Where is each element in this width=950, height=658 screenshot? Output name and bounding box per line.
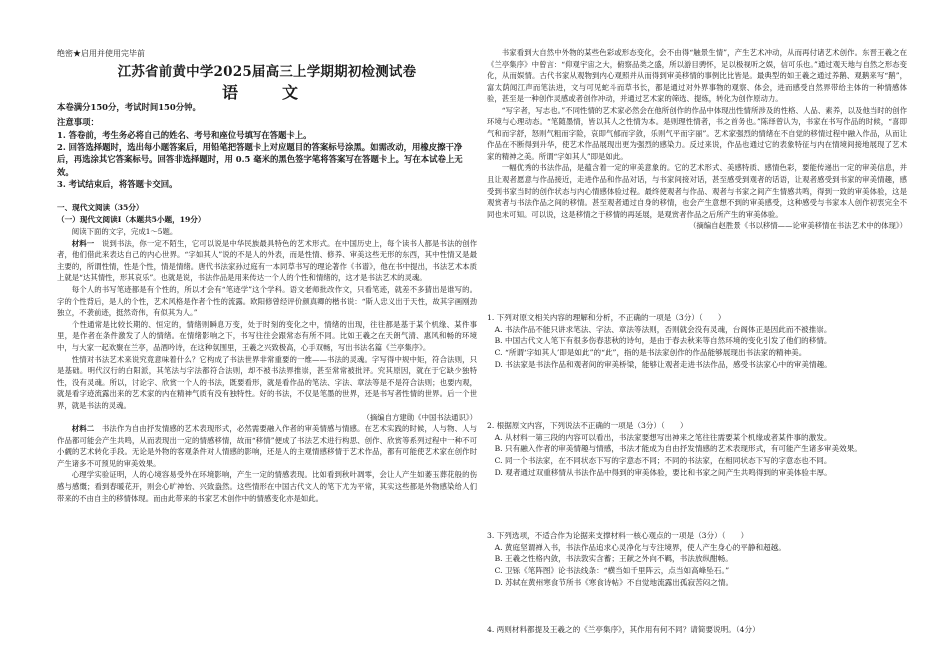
material1-p2: 每个人的书写笔迹都是有个性的，所以才会有“笔迹学”这个学科。语文老师批改作文，只看笔迹，就差不多猜出是谁写的。字的个性背后，是人的个性，艺术风格是作者个性的流露。欧阳修曾经评价颜真卿的楷书说：“斯人忠义出于天性，故其字画刚劲独立，不袭前迹，挺然奇伟，有似其为人。” <box>57 284 477 318</box>
instruction: 阅读下面的文字，完成1～5题。 <box>71 227 178 236</box>
subject-title: 语 文 <box>221 83 312 102</box>
material2-p2: 心理学实验证明，人的心境容易受外在环境影响，产生一定的情感表现。比如看到秋叶凋零，会让人产生如萎玉葬花般的伤感与感慨；看到春暖花开，则会心旷神怡、兴致盎然。这些情形在中国古代文人的笔下尤为平常，其实这些都是外物感染给人们带来的不由自主的移情体现。而由此带来的书家艺术创作中的情感变化亦是如此。 <box>57 470 477 503</box>
secret-mark: 绝密★启用并使用完毕前 <box>57 49 145 58</box>
option-d: D. 观者通过双重移情从书法作品中得到的审美体验，要比和书家之间产生共鸣得到的审美体验丰厚。 <box>494 467 832 477</box>
right-p2: “写字者，写志也。”不同性情的艺术家必然会在他所创作的作品中体现出性情所涉及的性格、人品、素养，以及他当时的创作环境与心理动态。“笔随墨情，皆以其人之性情为本。是则理性情者，书之首务也。”陈绎曾认为，书家在书写作品的时候，“喜即气和而字舒，怒则气粗而字险，哀即气郁而字敛，乐则气平而字丽”。艺术家强烈的情绪在不自觉的移情过程中融入作品，从而让作品在不断得到升华，使艺术作品展现出更为强烈的感染力。反过来说，作品也通过它的表象特征与内在情境间接地展现了艺术家的精神之美。所谓“字如其人”即是如此。 <box>487 105 907 161</box>
question-stem: 2. 根据原文内容，下列说法不正确的一项是（3分）（ ） <box>487 421 688 430</box>
option-c: C. “所谓‘字如其人’即是如此”的“此”，指的是书法家创作的作品能够展现出书法家的精神美。 <box>494 348 807 358</box>
notices <box>57 129 477 190</box>
section-title: 一、现代文阅读（35分） <box>57 203 144 212</box>
question-stem: 4. 两则材料都提及王羲之的《兰亭集序》，其作用有何不同？请简要说明。（4分） <box>487 625 760 634</box>
material2-p1: 材料二 书法作为自由抒发情感的艺术表现形式，必然需要融入作者的审美情感与情感。在艺术实践的时候，人与物、人与作品都可能会产生共鸣，从而表现出一定的情感移情，故而“移情”便成了书法艺术进行构思、创作、欣赏等系列过程中一种不可小觑的艺术转化手段。无论是外物的客观条件对人情感的影响，还是人的主观情感移情于艺术作品，都有可能使艺术家在创作时产生诸多不可预见的审美效果。 <box>57 424 477 468</box>
material2-source: （摘编自赵胜景《书以移情——论审美移情在书法艺术中的体现》） <box>688 221 907 231</box>
question-1 <box>487 312 907 371</box>
material2-label: 材料二 <box>71 424 95 434</box>
subsection-title: （一）现代文阅读Ⅰ（本题共5小题，19分） <box>57 215 206 224</box>
question-4 <box>487 624 907 636</box>
score-info: 本卷满分150分，考试时间150分钟。 <box>57 102 201 112</box>
right-p1: 书家看到大自然中外物的某些色彩或形态变化，会不由得“触景生情”，产生艺术冲动，从而再付诸艺术创作。东晋王羲之在《兰亭集序》中曾言：“仰观宇宙之大，俯察品类之盛，所以游目骋怀，足以极视听之娱，信可乐也。”通过观天地与自然之形态变化，从而娱情。古代书家从观物到内心观照并从而得到审美移情的事例比比皆是。最典型的如王羲之通过养鹅、观鹅来写“鹅”，富太荫闻江声而笔法进，文与可见蛇斗而草书长，都是通过对外界事物的观察、体会，进而感受自然界带给主体的一种情感体验，甚至是一种创作灵感或者创作冲动，并通过艺术家的筛选、提炼，转化为创作原动力。 <box>487 48 907 104</box>
option-c: C. 卫铄《笔阵图》论书法线条：“横当如千里阵云，点当如高峰坠石。” <box>494 566 730 576</box>
left-column <box>57 0 477 658</box>
question-stem: 3. 下列选项，不适合作为论据来支撑材料一核心观点的一项是（3分）（ ） <box>487 531 749 540</box>
option-b: B. 只有融入作者的审美情趣与情感，书法才能成为自由抒发情感的艺术表现形式，有可能产生诸多审美效果。 <box>494 444 862 454</box>
notice-item: 3. 考试结束后，将答题卡交回。 <box>57 178 178 189</box>
right-p3: 一幅优秀的书法作品，是蕴含着一定的审美意象的。它的艺术形式、美感特质、感情色彩，要能传递出一定的审美信息，并且让观者愿意与作品接近，走进作品和作品对话，与书家间接对话，甚至感受到观者的话语，让观者感受到书家的审美情趣，感受到书家当时的创作状态与内心情感体验过程。最终使观者与作品、观者与书家之间产生情感共鸣，得到一致的审美体验，这是观赏者与书法作品之间的移情。甚至观者通过自身的移情，也会产生意想不到的审美感受，这种感受与书家本人创作初衷完全不同也未可知。可以说，这是移情之于移情的再延展，是观赏者作品之后所产生的审美体验。 <box>487 163 907 219</box>
reading-passage-continued <box>487 47 907 232</box>
question-3 <box>487 530 907 589</box>
option-d: D. 书法家是书法作品和观者间的审美桥梁，能够让观者走进书法作品，感受书法家心中的审美情趣。 <box>494 359 832 369</box>
material1-p3: 个性通常是比较长期的、恒定的，情绪则瞬息万变，处于时刻的变化之中，情绪的出现，往往都是基于某个机缘、某件事里，是作者在条件激发了人的情绪。在情绪影响之下，书写往往会跟常态有所不同。比如王羲之在天朗气清、惠风和畅的环境中，与大家一起欢聚在兰亭，品酒吟诗，在这种氛围里，王羲之兴致极高，心手双畅，写出书法名篇《兰亭集序》。 <box>57 319 477 352</box>
option-d: D. 苏轼在黄州寒食节所书《寒食诗帖》不自觉地流露出孤寂苦闷之情。 <box>494 577 734 587</box>
option-a: A. 书法作品不能只讲求笔法、字法、章法等法则，否则就会没有灵魂，台阁体正是因此而不被推崇。 <box>494 324 832 334</box>
question-stem: 1. 下列对原文相关内容的理解和分析，不正确的一项是（3分）（ ） <box>487 313 726 322</box>
option-c: C. 同一个书法家，在不同状态下写的字意态不同；不同的书法家，在相同状态下写的字意态也不同。 <box>494 456 832 466</box>
option-b: B. 王羲之性格内敛，书法敦实含蓄；王献之外向不羁，书法放纵酣畅。 <box>494 554 733 564</box>
material1-label: 材料一 <box>71 238 95 248</box>
exam-title: 江苏省前黄中学2025届高三上学期期初检测试卷 <box>117 64 417 80</box>
material1-source: （摘编自方建勋《中国书法通识》） <box>362 412 477 422</box>
material1-p1: 材料一 说到书法，你一定不陌生，它可以说是中华民族最具特色的艺术形式。在中国历史上，每个读书人都是书法的创作者，他们借此来表达自己的内心世界。“字如其人”说的不是人的外表，而是性情、修养、审美这些无形的东西，其中性情又是最主要的，所谓性情，性是个性，情是情绪。唐代书法家孙过庭有一本同草书写的理论著作《书谱》，他在书中提出，书法艺术本质上就是“达其情性，形其哀乐”。也就是说，书法作品是用来传达一个人的个性和情绪的，这才是书法艺术的灵魂。 <box>57 238 477 283</box>
material1-p4: 性情对书法艺术来说究竟意味着什么？它构成了书法世界非常重要的一维——书法的灵魂。字写得中规中矩，符合法则，只是基础。明代汉行的白阳派，其笔法与字法都符合法则，却不被书法界推崇，甚至常常被批评。究其原因，就在于它缺少独特性，没有灵魂。所以，讨论字、欣赏一个人的书法，既要看形，就是看作品的笔法、字法、章法等是不是符合法则；也要内观，就是看字迹流露出来的艺术家的内在精神气质有没有独特性。好的书法，不仅是笔墨的世界，还是书写者性情的世界。后一个世界，就是书法的灵魂。 <box>57 354 477 410</box>
notice-item: 1. 答卷前，考生务必将自己的姓名、考号和座位号填写在答题卡上。 <box>57 130 312 140</box>
notice-title: 注意事项： <box>57 117 99 127</box>
right-column <box>487 0 907 658</box>
option-b: B. 中国古代文人笔下有很多伤春悲秋的诗句，是由于春去秋来等自然环境的变化引发了他们的移情。 <box>494 336 832 346</box>
reading-passage <box>57 226 477 504</box>
option-a: A. 从材料一第三段的内容可以看出，书法家要想写出神来之笔往往需要某个机缘或者某件事的激发。 <box>494 432 832 442</box>
question-2 <box>487 420 907 479</box>
notice-item: 2. 回答选择题时，选出每小题答案后，用铅笔把答题卡上对应题目的答案标号涂黑。如需改动，用橡皮擦干净后，再选涂其它答案标号。回答非选择题时，用 0.5 毫米的黑色签字笔将答案写在答题卡上。写在本试卷上无效。 <box>57 142 463 177</box>
option-a: A. 黄庭坚谓禅入书，书法作品追求心灵净化与专注境界，使人产生身心的平静和超越。 <box>494 542 786 552</box>
